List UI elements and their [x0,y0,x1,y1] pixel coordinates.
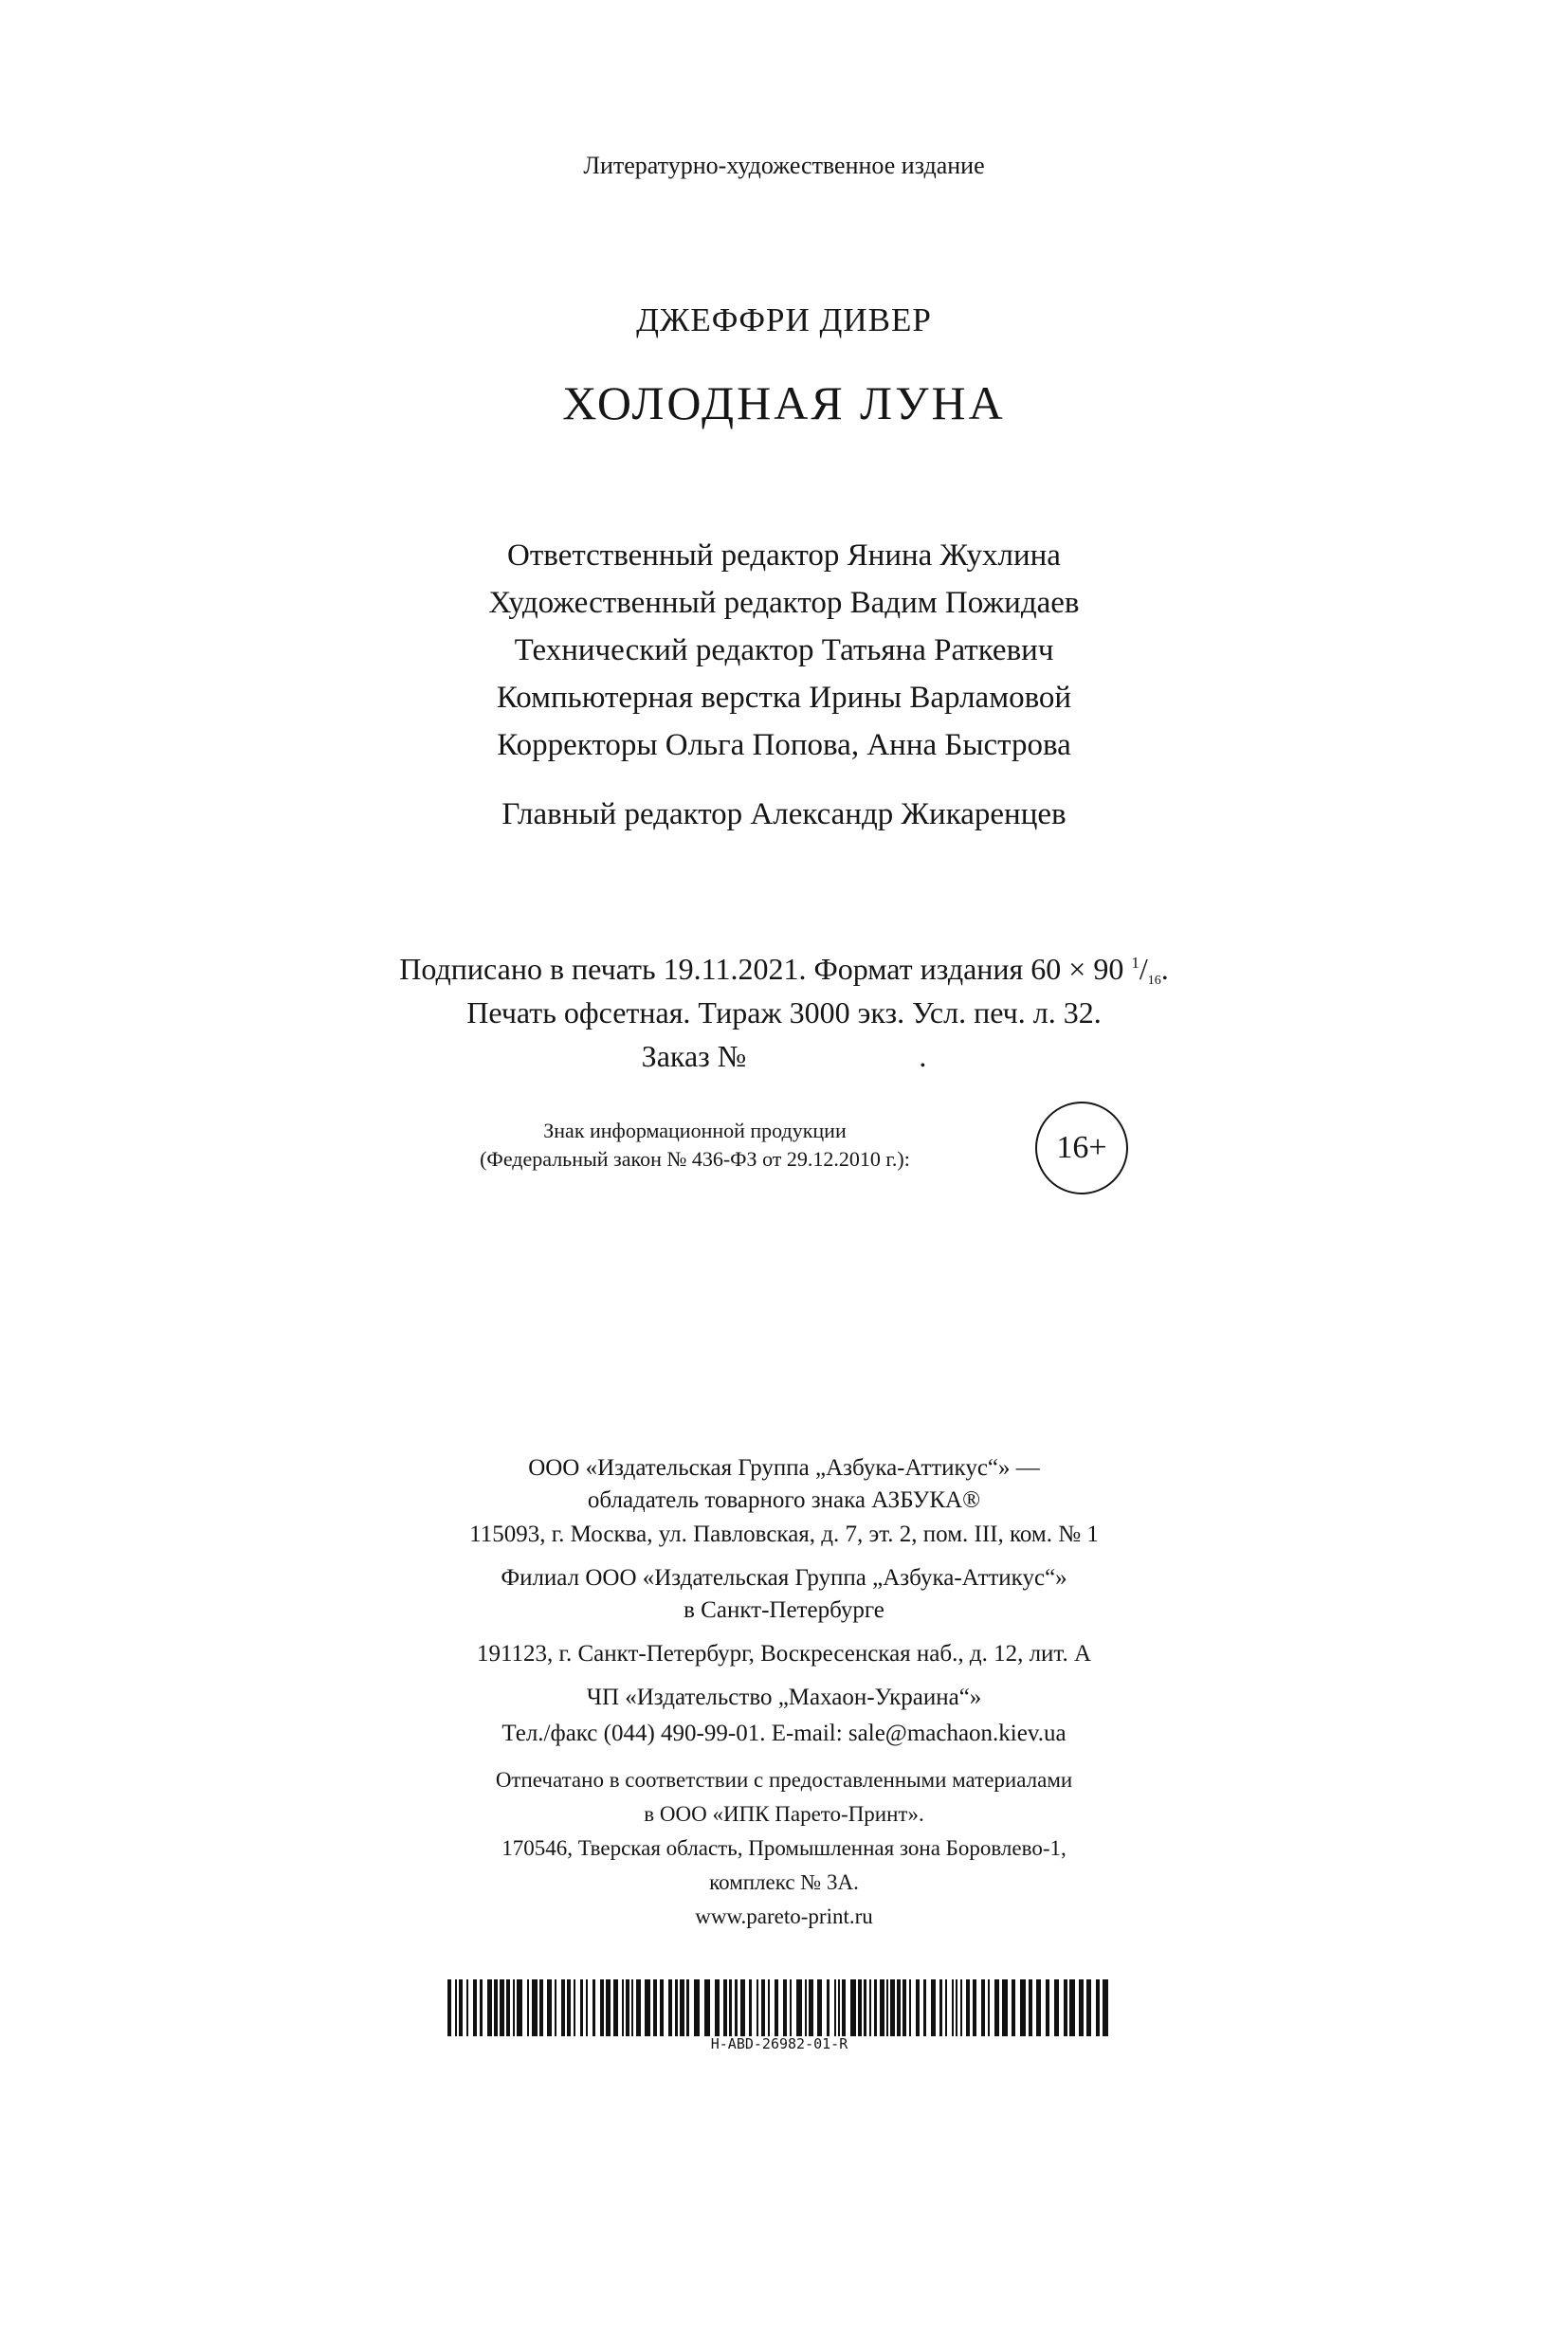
barcode-bar [622,1979,624,2036]
barcode-bar [805,1979,807,2036]
barcode-bar [466,1979,468,2036]
barcode-bar [636,1979,641,2036]
barcode-bar [850,1979,856,2036]
barcode-bar [864,1979,866,2036]
barcode-bar [931,1979,936,2036]
barcode-bar [757,1979,758,2036]
staff-line-technical-editor: Технический редактор Татьяна Раткевич [514,633,1054,667]
barcode-bar [723,1979,727,2036]
barcode-bar [480,1979,483,2036]
barcode-bar [1046,1979,1049,2036]
barcode-bar [447,1979,451,2036]
barcode-bar [600,1979,604,2036]
author-name: ДЖЕФФРИ ДИВЕР [636,301,932,338]
barcode-bar [500,1979,504,2036]
barcode-bar [740,1979,745,2036]
barcode-bar [606,1979,611,2036]
barcode-bar [686,1979,689,2036]
barcode-bar [626,1979,629,2036]
barcode-code: H-ABD-26982-01-R [710,2035,848,2052]
barcode-bar [880,1979,884,2036]
barcode-bar [834,1979,836,2036]
barcode-bar [473,1979,477,2036]
ukraine-contacts: Тел./факс (044) 490-99-01. E-mail: sale@machaon.kiev.ua [501,1721,1067,1746]
barcode-bar [749,1979,752,2036]
format-denominator: 16 [1147,974,1161,988]
barcode-bar [1069,1979,1075,2036]
printing-house: в ООО «ИПК Парето-Принт». [644,1802,924,1826]
barcode-bar [988,1979,990,2036]
age-rating-notice [377,1117,1012,1174]
barcode-bar [956,1979,957,2036]
publisher-address: 115093, г. Москва, ул. Павловская, д. 7, эт. 2, пом. III, ком. № 1 [469,1522,1099,1547]
barcode-bar [1086,1979,1091,2036]
barcode-bar [567,1979,571,2036]
barcode-bar [790,1979,792,2036]
barcode-bar [858,1979,862,2036]
barcode-bar [960,1979,962,2036]
barcode-bar [903,1979,906,2036]
barcode-bar [1103,1979,1108,2036]
barcode-bar [487,1979,492,2036]
signed-to-print-line [0,952,1568,988]
barcode-bar [886,1979,888,2036]
printing-note: Отпечатано в соответствии с предоставленными материалами [495,1768,1073,1792]
barcode-bar [1079,1979,1084,2036]
barcode-bar [842,1979,846,2036]
printing-website: www.pareto-print.ru [695,1904,873,1928]
staff-line-art-editor: Художественный редактор Вадим Пожидаев [488,586,1080,620]
barcode-bar [729,1979,732,2036]
barcode-bar [838,1979,840,2036]
age-rating-label: Знак информационной продукции [543,1119,847,1142]
order-number-line [0,1041,1568,1071]
barcode-bar [817,1979,822,2036]
barcode-bar [668,1979,672,2036]
barcode-bar [574,1979,575,2036]
barcode-bar [827,1979,830,2036]
print-run-line: Печать офсетная. Тираж 3000 экз. Усл. печ. л. 32. [466,995,1102,1030]
barcode-bar [890,1979,895,2036]
barcode-bar [593,1979,595,2036]
staff-line-managing-editor: Ответственный редактор Янина Жухлина [507,538,1061,573]
barcode-bar [768,1979,770,2036]
barcode-bar [897,1979,901,2036]
barcode-bar [532,1979,538,2036]
age-rating-law: (Федеральный закон № 436-ФЗ от 29.12.2010 г.): [480,1147,910,1171]
barcode-bar [517,1979,522,2036]
barcode-bar [1002,1979,1008,2036]
barcode-bar [809,1979,813,2036]
barcode-bar [1020,1979,1026,2036]
barcode-bar [513,1979,515,2036]
barcode-bar [966,1979,970,2036]
barcode-bar [1036,1979,1041,2036]
format-slash: / [1139,952,1148,986]
barcode-bar [761,1979,765,2036]
book-title: ХОЛОДНАЯ ЛУНА [562,376,1006,429]
branch-city: в Санкт-Петербурге [684,1597,884,1623]
barcode-bar [586,1979,588,2036]
barcode-image [447,1979,1111,2036]
barcode-bar [715,1979,720,2036]
signed-to-print-end: . [1160,952,1169,986]
barcode-bar [613,1979,618,2036]
barcode-bar [869,1979,871,2036]
format-numerator: 1 [1131,954,1140,972]
barcode-bar [1096,1979,1100,2036]
barcode-bar [694,1979,700,2036]
barcode-bar [796,1979,802,2036]
barcode-bar [675,1979,678,2036]
printing-complex: комплекс № 3А. [709,1870,859,1894]
order-number-dot: . [919,1039,927,1073]
staff-line-proofreaders: Корректоры Ольга Попова, Анна Быстрова [497,728,1071,762]
printing-address: 170546, Тверская область, Промышленная зона Боровлево-1, [501,1836,1067,1860]
barcode-bar [981,1979,985,2036]
barcode-bar [645,1979,650,2036]
branch-name: Филиал ООО «Издательская Группа „Азбука-Аттикус“» [501,1565,1067,1591]
barcode-bar [653,1979,657,2036]
barcode-bar [506,1979,510,2036]
barcode-bar [923,1979,926,2036]
publisher-trademark: обладатель товарного знака АЗБУКА® [587,1487,981,1513]
barcode-bar [555,1979,556,2036]
barcode-bar [1054,1979,1059,2036]
barcode-bar [775,1979,778,2036]
barcode-bar [455,1979,457,2036]
barcode-bar [909,1979,911,2036]
barcode-bar [939,1979,942,2036]
edition-type: Литературно-художественное издание [583,152,985,179]
barcode-bar [994,1979,999,2036]
barcode-bar [874,1979,877,2036]
barcode-bar [735,1979,738,2036]
barcode-bar [680,1979,684,2036]
barcode-bar [527,1979,529,2036]
branch-address: 191123, г. Санкт-Петербург, Воскресенская наб., д. 12, лит. А [476,1641,1092,1667]
barcode-bar [916,1979,920,2036]
barcode-bar [783,1979,787,2036]
barcode-bar [1029,1979,1032,2036]
barcode-bar [973,1979,976,2036]
barcode-bar [561,1979,565,2036]
barcode-bar [547,1979,552,2036]
barcode-bar [494,1979,498,2036]
barcode-bar [459,1979,463,2036]
barcode-bar [631,1979,633,2036]
barcode-bar [704,1979,710,2036]
publisher-name: ООО «Издательская Группа „Азбука-Аттикус“» — [528,1455,1040,1481]
barcode-bar [1064,1979,1067,2036]
staff-line-layout: Компьютерная верстка Ирины Варламовой [496,681,1072,715]
barcode-bar [1012,1979,1015,2036]
barcode-bar [660,1979,664,2036]
barcode-bar [952,1979,954,2036]
barcode-bar [580,1979,583,2036]
order-number-label: Заказ № [641,1039,747,1073]
barcode-bar [539,1979,543,2036]
chief-editor: Главный редактор Александр Жикаренцев [501,797,1067,831]
age-rating-badge: 16+ [1035,1102,1128,1194]
ukraine-publisher: ЧП «Издательство „Махаон-Украина“» [586,1685,982,1710]
signed-to-print-text: Подписано в печать 19.11.2021. Формат издания 60 × 90 [399,952,1132,986]
barcode-bar [945,1979,947,2036]
